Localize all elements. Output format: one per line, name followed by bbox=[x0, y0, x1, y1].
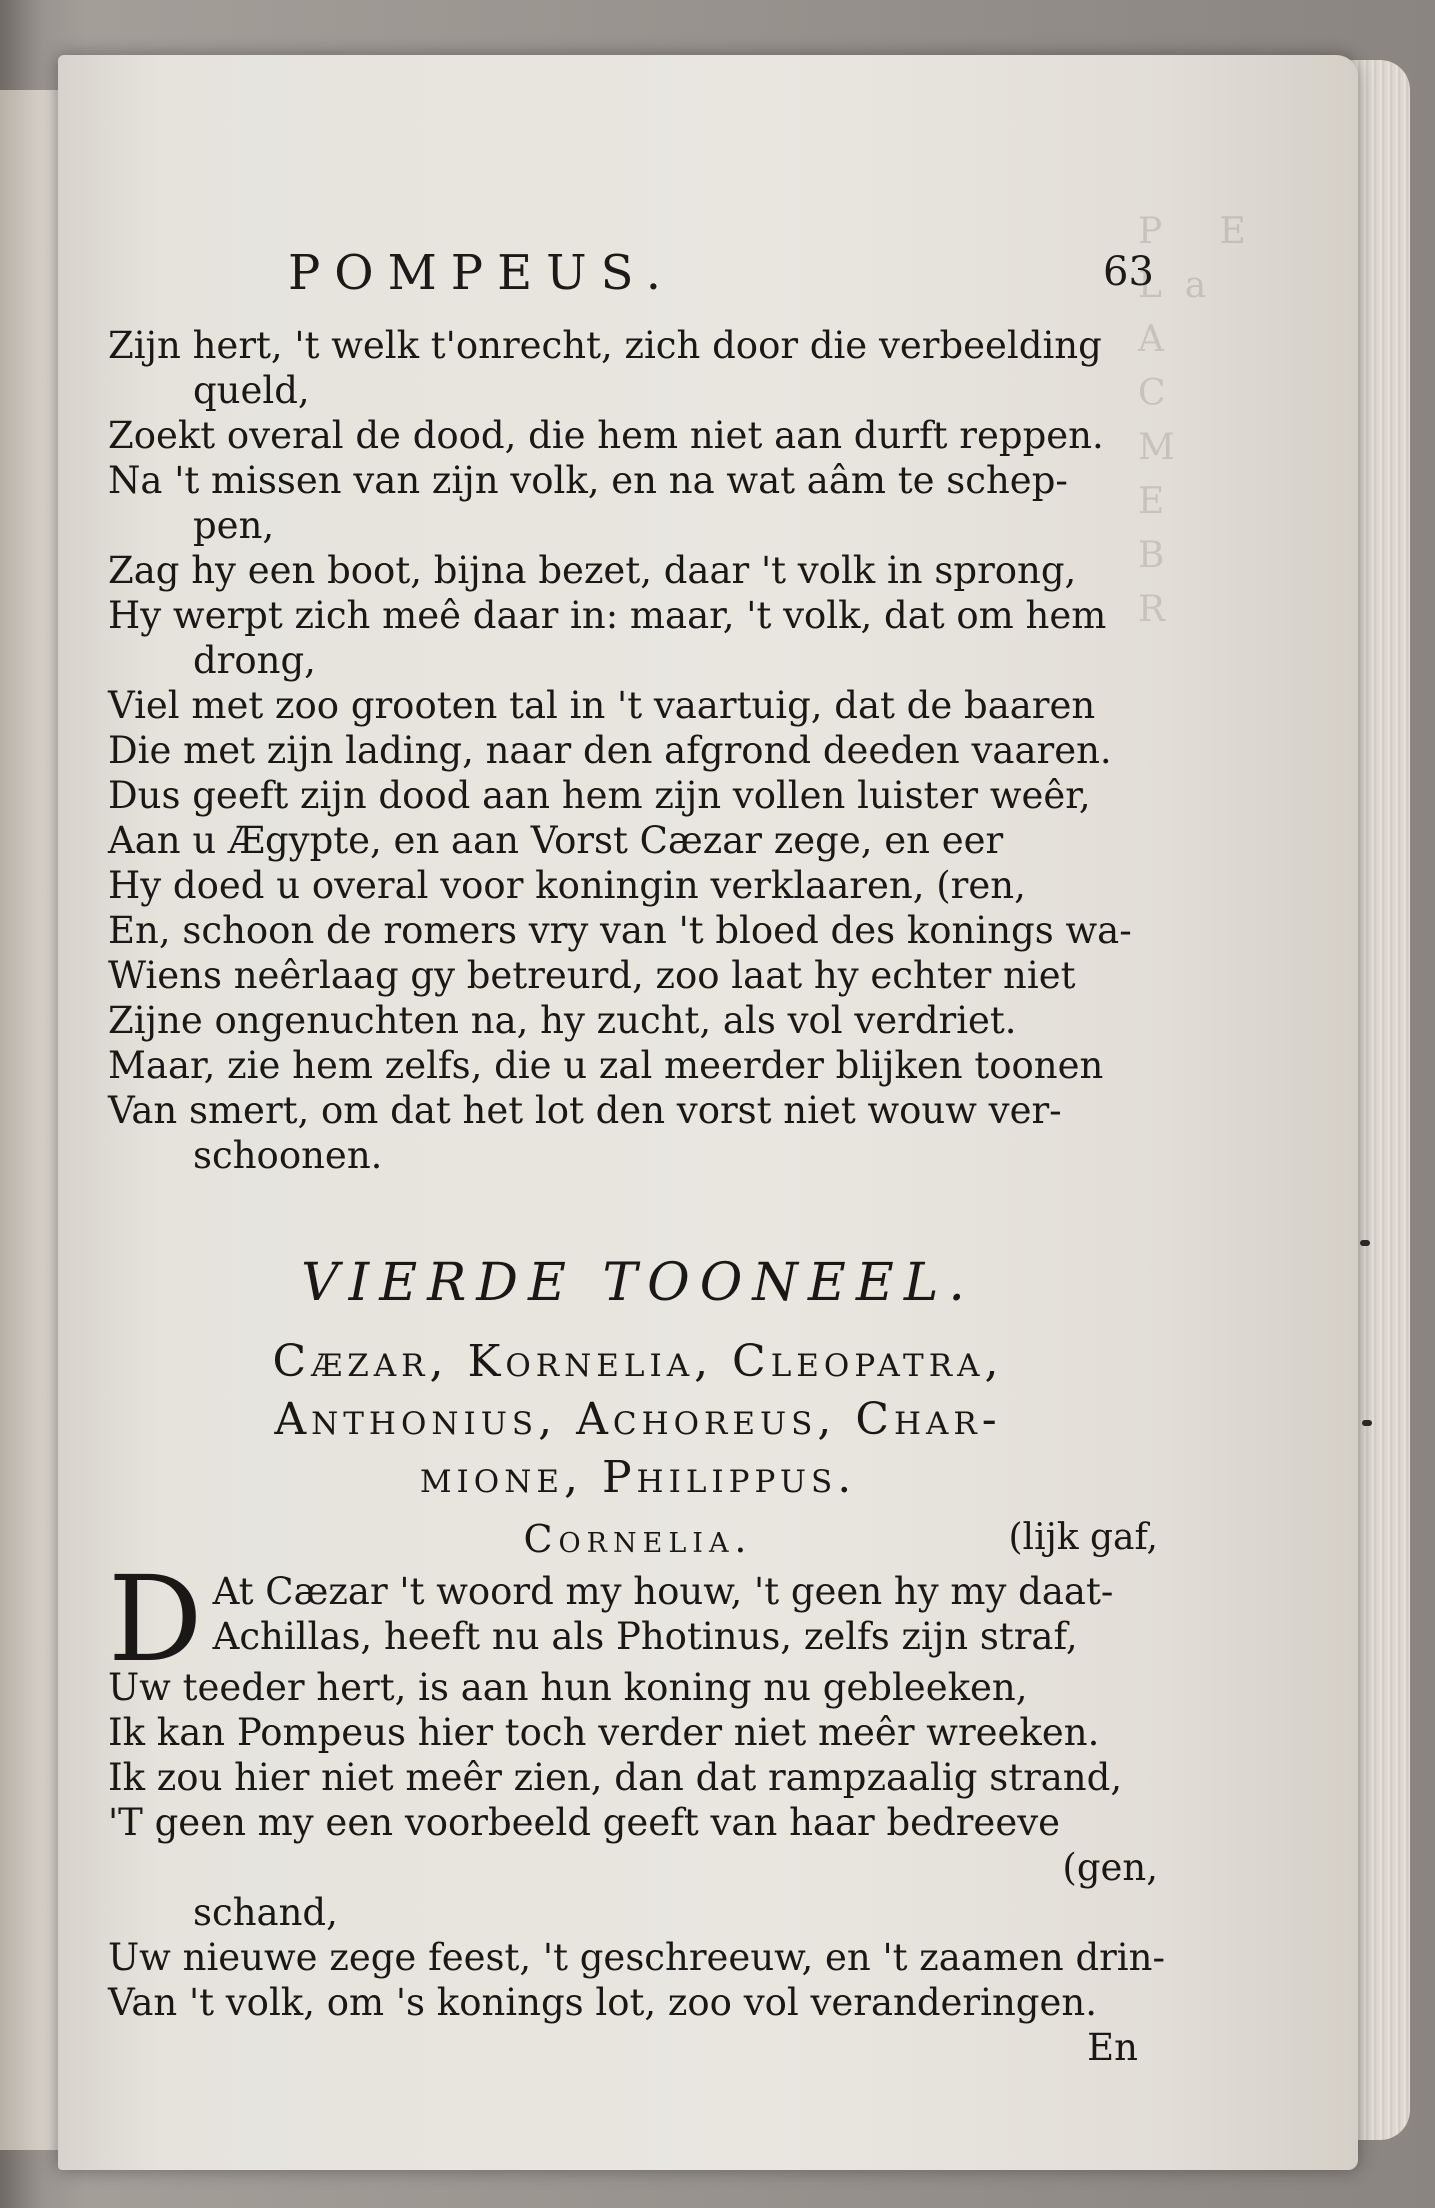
running-header bbox=[58, 245, 1358, 315]
main-text bbox=[108, 323, 1168, 2070]
verse-line: Uw teeder hert, is aan hun koning nu gebleeken, bbox=[108, 1666, 1028, 1709]
cast-line: Cæzar, Kornelia, Cleopatra, bbox=[272, 1336, 1004, 1387]
cast-line: mione, Philippus. bbox=[419, 1452, 857, 1503]
cast-list bbox=[108, 1333, 1168, 1507]
verse-line: En, schoon de romers vry van 't bloed des konings wa- bbox=[108, 909, 1132, 952]
verse-line: Hy werpt zich meê daar in: maar, 't volk, dat om hem bbox=[108, 594, 1107, 637]
speech-block bbox=[108, 1550, 1168, 2070]
page-number: 63 bbox=[1103, 249, 1154, 295]
verse-line: drong, bbox=[193, 639, 316, 682]
show-through-text: P E L a A C M E B R bbox=[1138, 211, 1246, 630]
verse-line: Hy doed u overal voor koningin verklaaren, (ren, bbox=[108, 864, 1026, 907]
verse-line: schand, bbox=[193, 1891, 338, 1934]
binding-mark bbox=[1360, 1240, 1370, 1246]
verse-line: pen, bbox=[193, 504, 275, 547]
drop-capital: D bbox=[108, 1550, 203, 1688]
verse-line: Zijn hert, 't welk t'onrecht, zich door die verbeelding bbox=[108, 324, 1102, 367]
running-title: POMPEUS. bbox=[288, 245, 676, 301]
verse-line: Dus geeft zijn dood aan hem zijn vollen luister weêr, bbox=[108, 774, 1091, 817]
speaker-heading bbox=[108, 1507, 1168, 1569]
verse-line: schoonen. bbox=[193, 1134, 383, 1177]
verse-line: queld, bbox=[193, 369, 310, 412]
book-page bbox=[58, 55, 1358, 2170]
verse-line: (gen, bbox=[1062, 1846, 1158, 1889]
binding-mark bbox=[1362, 1420, 1372, 1426]
verse-line: 'T geen my een voorbeeld geeft van haar bedreeve bbox=[108, 1801, 1061, 1844]
verse-line: Aan u Ægypte, en aan Vorst Cæzar zege, en eer bbox=[108, 819, 1004, 862]
verse-line: At Cæzar 't woord my houw, 't geen hy my daat- bbox=[212, 1570, 1114, 1613]
cast-line: Anthonius, Achoreus, Char- bbox=[274, 1394, 1002, 1445]
speaker-name: Cornelia. bbox=[523, 1517, 753, 1561]
catchword: En bbox=[1087, 2026, 1138, 2069]
verse-line: Zag hy een boot, bijna bezet, daar 't volk in sprong, bbox=[108, 549, 1077, 592]
verse-line: Achillas, heeft nu als Photinus, zelfs zijn straf, bbox=[212, 1615, 1078, 1658]
verse-line: Na 't missen van zijn volk, en na wat aâm te schep- bbox=[108, 459, 1068, 502]
speaker-line-tail: (lijk gaf, bbox=[1008, 1517, 1158, 1558]
verse-line: Viel met zoo grooten tal in 't vaartuig, dat de baaren bbox=[108, 684, 1096, 727]
verse-line: Uw nieuwe zege feest, 't geschreeuw, en 't zaamen drin- bbox=[108, 1936, 1165, 1979]
scene-title: VIERDE TOONEEL. bbox=[301, 1253, 975, 1313]
verse-line: Ik kan Pompeus hier toch verder niet meêr wreeken. bbox=[108, 1711, 1100, 1754]
verse-line: Zoekt overal de dood, die hem niet aan durft reppen. bbox=[108, 414, 1104, 457]
verse-line: Die met zijn lading, naar den afgrond deeden vaaren. bbox=[108, 729, 1112, 772]
verse-line: Maar, zie hem zelfs, die u zal meerder blijken toonen bbox=[108, 1044, 1104, 1087]
verse-line: Ik zou hier niet meêr zien, dan dat rampzaalig strand, bbox=[108, 1756, 1123, 1799]
verse-line: Van 't volk, om 's konings lot, zoo vol veranderingen. bbox=[108, 1981, 1097, 2024]
verse-line: Zijne ongenuchten na, hy zucht, als vol verdriet. bbox=[108, 999, 1017, 1042]
verse-line: Van smert, om dat het lot den vorst niet wouw ver- bbox=[108, 1089, 1062, 1132]
verse-line: Wiens neêrlaag gy betreurd, zoo laat hy echter niet bbox=[108, 954, 1076, 997]
